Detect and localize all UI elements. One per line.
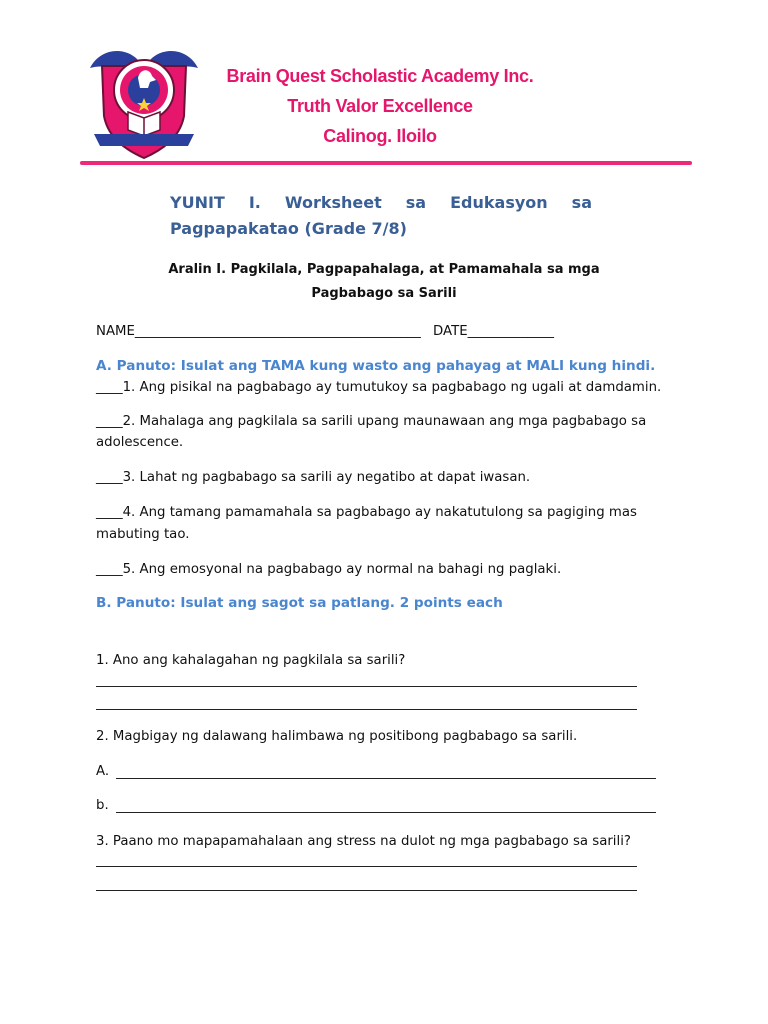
answer-line[interactable] <box>96 686 637 687</box>
part-b-heading: B. Panuto: Isulat ang sagot sa patlang. 2 points each <box>96 595 503 611</box>
answer-line[interactable] <box>96 709 637 710</box>
school-location: Calinog. Iloilo <box>323 126 437 146</box>
name-field[interactable]: NAME___________________________________________ <box>96 324 421 339</box>
lesson-title-line-2: Pagbabago sa Sarili <box>311 286 457 301</box>
answer-line[interactable] <box>96 890 637 891</box>
part-b-question-1: 1. Ano ang kahalagahan ng pagkilala sa sarili? <box>96 653 406 668</box>
worksheet-title-line-1: YUNIT I. Worksheet sa Edukasyon sa <box>170 193 592 212</box>
part-a-item-2: ____2. Mahalaga ang pagkilala sa sarili upang maunawaan ang mga pagbabago sa <box>96 414 647 429</box>
answer-line[interactable] <box>116 778 656 779</box>
worksheet-title-line-2: Pagpapakatao (Grade 7/8) <box>170 219 407 238</box>
answer-line[interactable] <box>116 812 656 813</box>
part-a-item-5: ____5. Ang emosyonal na pagbabago ay normal na bahagi ng paglaki. <box>96 562 562 577</box>
part-b-answer-b-label: b. <box>96 798 109 813</box>
date-field[interactable]: DATE_____________ <box>433 324 555 339</box>
part-a-item-1: ____1. Ang pisikal na pagbabago ay tumutukoy sa pagbabago ng ugali at damdamin. <box>96 380 662 395</box>
part-a-item-2-cont: adolescence. <box>96 435 184 450</box>
school-motto: Truth Valor Excellence <box>287 96 473 116</box>
school-logo <box>80 38 208 162</box>
part-a-item-3: ____3. Lahat ng pagbabago sa sarili ay negatibo at dapat iwasan. <box>96 470 531 485</box>
part-b-answer-a-label: A. <box>96 764 110 779</box>
school-name: Brain Quest Scholastic Academy Inc. <box>226 66 534 86</box>
part-b-question-3: 3. Paano mo mapapamahalaan ang stress na dulot ng mga pagbabago sa sarili? <box>96 834 631 849</box>
part-b-question-2: 2. Magbigay ng dalawang halimbawa ng positibong pagbabago sa sarili. <box>96 729 578 744</box>
part-a-heading: A. Panuto: Isulat ang TAMA kung wasto ang pahayag at MALI kung hindi. <box>96 358 656 374</box>
answer-line[interactable] <box>96 866 637 867</box>
lesson-title-line-1: Aralin I. Pagkilala, Pagpapahalaga, at Pamamahala sa mga <box>168 262 600 277</box>
part-a-item-4-cont: mabuting tao. <box>96 527 190 542</box>
part-a-item-4: ____4. Ang tamang pamamahala sa pagbabago ay nakatutulong sa pagiging mas <box>96 505 637 520</box>
name-date-row <box>96 324 554 339</box>
header-divider <box>80 161 692 165</box>
